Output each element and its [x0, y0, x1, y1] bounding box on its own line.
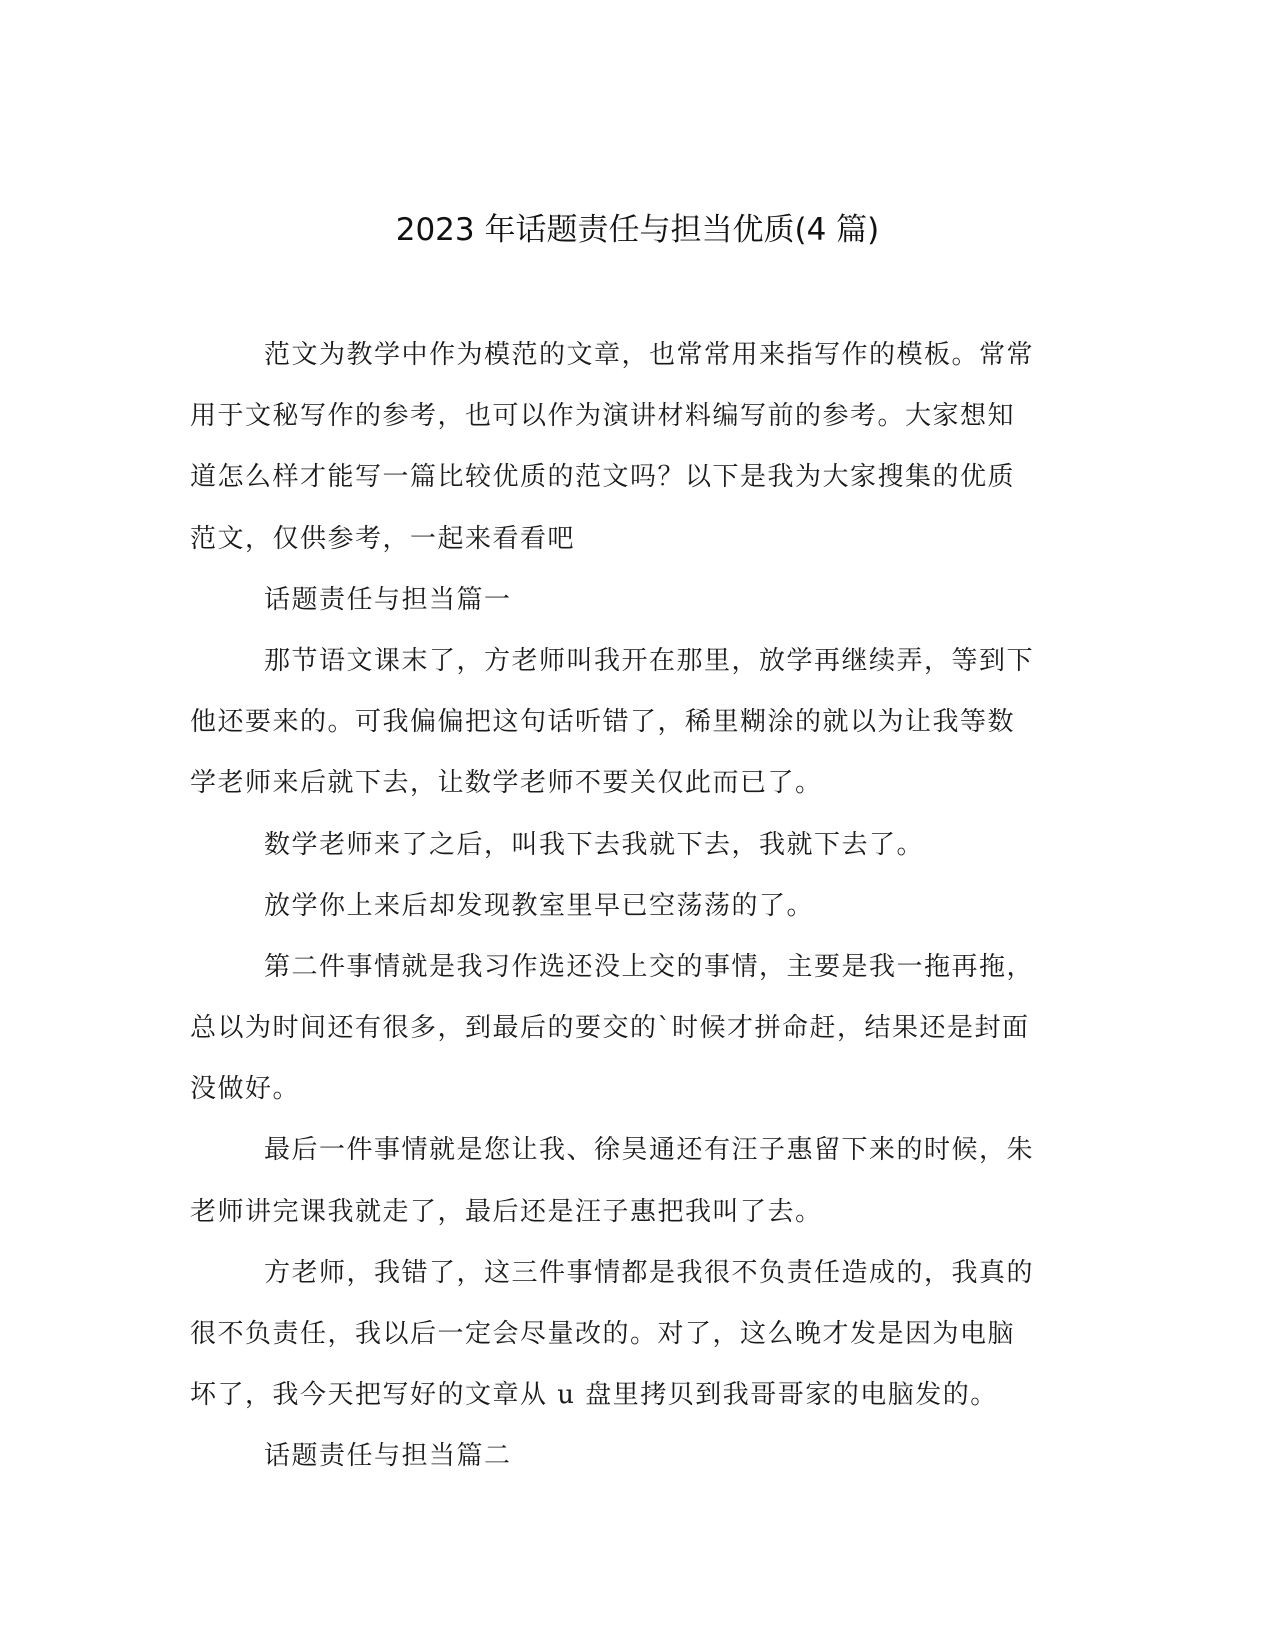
- text-line: 很不负责任，我以后一定会尽量改的。对了，这么晚才发是因为电脑: [190, 1319, 1016, 1349]
- text-line: 总以为时间还有很多，到最后的要交的`时候才拼命赶，结果还是封面: [190, 1013, 1030, 1044]
- text-line: 那节语文课末了，方老师叫我开在那里，放学再继续弄，等到下: [264, 645, 1035, 676]
- text-line: 最后一件事情就是您让我、徐昊通还有汪子惠留下来的时候，朱: [264, 1135, 1035, 1166]
- text-line: 方老师，我错了，这三件事情都是我很不负责任造成的，我真的: [264, 1257, 1035, 1288]
- text-line: 用于文秘写作的参考，也可以作为演讲材料编写前的参考。大家想知: [190, 401, 1016, 432]
- text-line: 坏了，我今天把写好的文章从 u 盘里拷贝到我哥哥家的电脑发的。: [190, 1380, 998, 1411]
- text-line: 学老师来后就下去，让数学老师不要关仅此而已了。: [190, 768, 823, 799]
- text-line: 话题责任与担当篇二: [264, 1441, 512, 1472]
- text-line: 他还要来的。可我偏偏把这句话听错了，稀里糊涂的就以为让我等数: [190, 707, 1016, 738]
- text-line: 话题责任与担当篇一: [264, 584, 512, 615]
- document-title: 2023 年话题责任与担当优质(4 篇): [395, 212, 880, 248]
- text-line: 范文为教学中作为模范的文章，也常常用来指写作的模板。常常: [264, 340, 1035, 370]
- text-line: 数学老师来了之后，叫我下去我就下去，我就下去了。: [264, 829, 925, 860]
- text-line: 范文，仅供参考，一起来看看吧: [190, 523, 576, 554]
- document-body: [190, 325, 1080, 1488]
- text-line: 没做好。: [190, 1074, 301, 1105]
- text-line: 第二件事情就是我习作选还没上交的事情，主要是我一拖再拖，: [264, 951, 1035, 982]
- text-line: 道怎么样才能写一篇比较优质的范文吗？以下是我为大家搜集的优质: [190, 462, 1016, 493]
- text-line: 放学你上来后却发现教室里早已空荡荡的了。: [264, 890, 815, 921]
- text-line: 老师讲完课我就走了，最后还是汪子惠把我叫了去。: [190, 1196, 823, 1227]
